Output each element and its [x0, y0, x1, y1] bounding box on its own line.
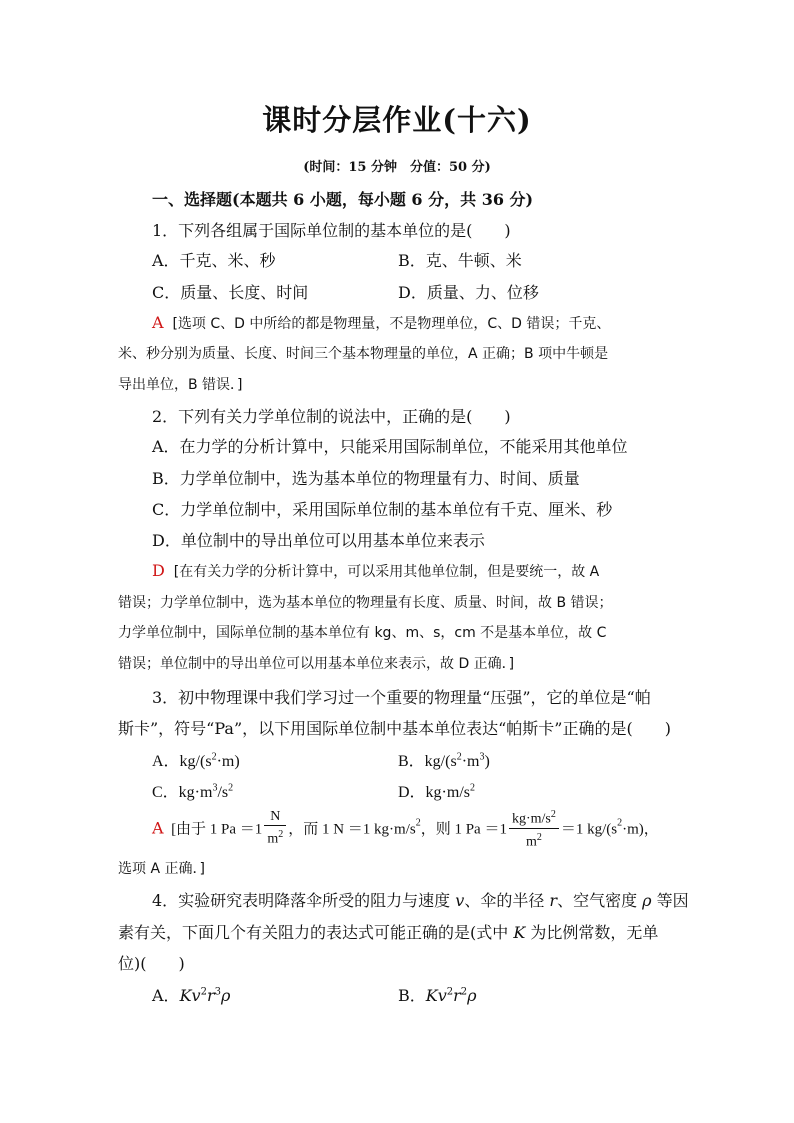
q3-exp-p4: ＝1 kg/(s	[560, 821, 618, 838]
fraction2-num-exp: 2	[550, 809, 556, 820]
page-subtitle: (时间：15 分钟 分值：50 分)	[303, 160, 491, 175]
q3-explanation-line1	[152, 806, 659, 850]
fraction2-den-exp: 2	[536, 831, 542, 843]
q2-option-d: D．单位制中的导出单位可以用基本单位来表示	[152, 531, 485, 550]
q4-b-label: B．	[398, 986, 426, 1005]
q2-explanation-line2: 错误；力学单位制中，选为基本单位的物理量有长度、质量、时间，故 B 错误；	[118, 595, 613, 611]
q4-option-a	[152, 983, 230, 1006]
fraction2-denominator	[509, 829, 559, 851]
q2-option-b: B．力学单位制中，选为基本单位的物理量有力、时间、质量	[152, 469, 580, 488]
q1-option-d: D．质量、力、位移	[398, 283, 539, 302]
fraction1-denominator	[264, 826, 286, 848]
q3-option-c	[152, 779, 233, 802]
q3-b-post: )	[484, 753, 490, 770]
q3-c-exp1: 3	[212, 782, 218, 794]
q3-b-exp1: 2	[456, 751, 462, 763]
q3-d-pre: D．kg·m/s	[398, 784, 471, 801]
q3-b-pre: B．kg/(s	[398, 753, 457, 770]
q4-b-e2: 2	[460, 986, 468, 998]
q1-exp-text: [选项 C、D 中所给的都是物理量，不是物理单位，C、D 错误；千克、	[172, 316, 611, 332]
q3-exp-p3: ，则 1 Pa ＝1	[420, 821, 507, 838]
q4-a-r: r	[206, 986, 215, 1005]
q4-s1a: 4．实验研究表明降落伞所受的阻力与速度	[152, 891, 456, 910]
q4-b-Kv: Kv	[425, 986, 447, 1005]
fraction2-numerator	[509, 806, 559, 829]
q4-K: K	[513, 923, 526, 942]
q1-answer: A	[152, 313, 164, 332]
q4-r: r	[549, 891, 558, 910]
q4-stem-line3: 位)( )	[118, 954, 185, 973]
fraction1-den-exp: 2	[278, 829, 284, 841]
q4-s1b: 等因	[651, 891, 689, 910]
section-heading: 一、选择题(本题共 6 小题，每小题 6 分，共 36 分)	[152, 190, 534, 209]
q4-a-label: A．	[152, 986, 180, 1005]
q1-explanation-line1	[152, 313, 610, 333]
q2-answer: D	[152, 561, 165, 580]
q4-rho: ρ	[642, 891, 652, 910]
q3-option-d	[398, 779, 475, 802]
q3-answer: A	[152, 818, 164, 838]
q3-c-exp2: 2	[228, 782, 234, 794]
q4-a-e2: 3	[214, 986, 221, 998]
q4-b-e1: 2	[446, 986, 454, 998]
q3-exp-p2: ，而 1 N ＝1 kg·m/s	[288, 821, 416, 838]
q1-option-b: B．克、牛顿、米	[398, 251, 522, 270]
q3-a-post: ·m)	[216, 753, 240, 770]
q2-explanation-line1	[152, 561, 599, 581]
q2-exp-text: [在有关力学的分析计算中，可以采用其他单位制，但是要统一，故 A	[173, 564, 600, 580]
q3-a-pre: A．kg/(s	[152, 753, 212, 770]
fraction1-den-base: m	[267, 831, 279, 847]
fraction-n-over-m2	[264, 808, 286, 848]
q4-a-rho: ρ	[220, 986, 231, 1005]
q3-b-mid: ·m	[461, 753, 480, 770]
q3-explanation-line2: 选项 A 正确．]	[118, 861, 205, 877]
q4-v: v	[455, 891, 465, 910]
q3-option-b	[398, 748, 490, 771]
q4-sep2: 、空气密度	[557, 891, 643, 910]
fraction-kgms2-over-m2	[509, 806, 559, 850]
q2-stem: 2．下列有关力学单位制的说法中，正确的是( )	[152, 407, 511, 426]
q2-option-a: A．在力学的分析计算中，只能采用国际制单位，不能采用其他单位	[152, 437, 628, 456]
q2-explanation-line3: 力学单位制中，国际单位制的基本单位有 kg、m、s，cm 不是基本单位，故 C	[118, 625, 607, 641]
q1-stem: 1．下列各组属于国际单位制的基本单位的是( )	[152, 221, 511, 240]
q2-explanation-line4: 错误；单位制中的导出单位可以用基本单位来表示，故 D 正确．]	[118, 656, 515, 672]
q4-s2b: 为比例常数，无单	[525, 923, 659, 942]
q1-explanation-line2: 米、秒分别为质量、长度、时间三个基本物理量的单位，A 正确；B 项中牛顿是	[118, 346, 609, 362]
q3-exp-p4-sup: 2	[617, 817, 623, 829]
q4-b-r: r	[453, 986, 461, 1005]
q4-option-b	[398, 983, 477, 1006]
q3-b-exp2: 3	[479, 751, 485, 763]
q3-c-pre: C．kg·m	[152, 784, 213, 801]
q4-stem-line1	[152, 888, 689, 911]
q4-stem-line2	[118, 920, 658, 943]
fraction1-numerator: N	[264, 808, 286, 826]
page-title: 课时分层作业(十六)	[262, 103, 532, 137]
q3-stem-line2: 斯卡”，符号“Pa”，以下用国际单位制中基本单位表达“帕斯卡”正确的是( )	[118, 719, 671, 738]
q4-sep1: 、伞的半径	[464, 891, 550, 910]
fraction2-den-base: m	[525, 834, 537, 850]
fraction2-num-base: kg·m/s	[511, 811, 551, 827]
q1-explanation-line3: 导出单位，B 错误．]	[118, 377, 243, 393]
q3-c-mid: /s	[217, 784, 229, 801]
q3-d-exp: 2	[470, 782, 476, 794]
q3-exp-p5: ·m)，	[622, 821, 659, 838]
q1-option-a: A．千克、米、秒	[152, 251, 276, 270]
q4-a-e1: 2	[200, 986, 207, 998]
q2-option-c: C．力学单位制中，采用国际单位制的基本单位有千克、厘米、秒	[152, 500, 613, 519]
q4-b-rho: ρ	[467, 986, 477, 1005]
q3-option-a	[152, 748, 240, 771]
q3-exp-p1: [由于 1 Pa ＝1	[171, 821, 263, 838]
q3-stem-line1: 3．初中物理课中我们学习过一个重要的物理量“压强”，它的单位是“帕	[152, 688, 651, 707]
q4-s2a: 素有关，下面几个有关阻力的表达式可能正确的是(式中	[118, 923, 514, 942]
q4-a-Kv: Kv	[179, 986, 201, 1005]
q1-option-c: C．质量、长度、时间	[152, 283, 309, 302]
q3-exp-p2-sup: 2	[415, 817, 421, 829]
q3-a-exp: 2	[211, 751, 217, 763]
